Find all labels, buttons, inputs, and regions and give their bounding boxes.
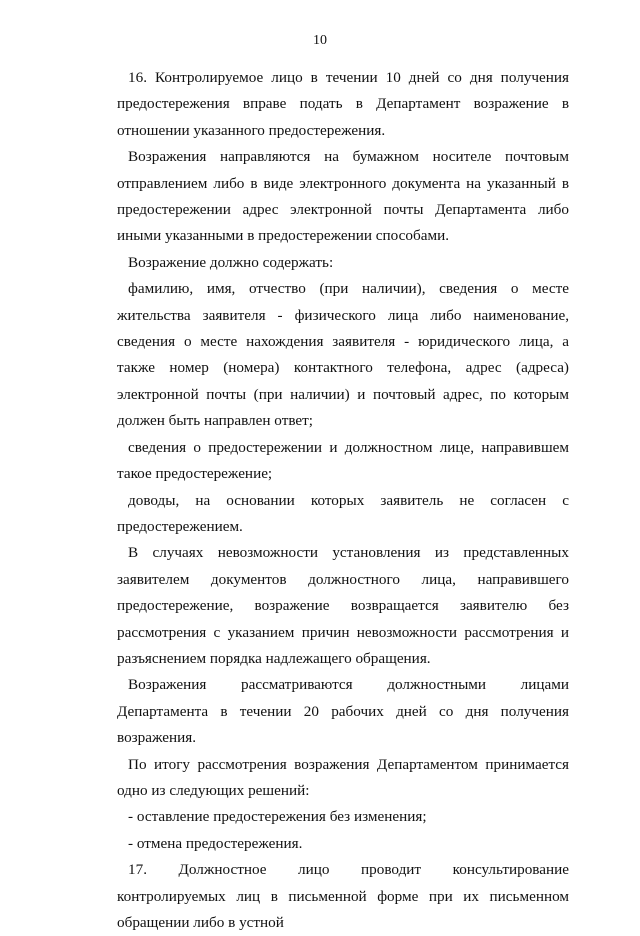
paragraph-arguments: доводы, на основании которых заявитель не согласен с предостережением. [117, 491, 569, 535]
page-number: 10 [313, 33, 327, 48]
list-item-keep-warning: - оставление предостережения без изменения; [128, 808, 427, 826]
paragraph-review-period: Возражения рассматриваются должностными лицами Департамента в течении 20 рабочих дней со дня получения возражения. [117, 676, 569, 747]
paragraph-decision-intro: По итогу рассмотрения возражения Департаментом принимается одно из следующих решений: [117, 755, 569, 799]
paragraph-return-without-review: В случаях невозможности установления из представленных заявителем документов должностного лица, направившего предостережение, возражение возвращается заявителю без рассмотрения с указанием причин невозможности рассмотрения и разъяснением порядка надлежащего обращения. [117, 544, 569, 667]
paragraph-objection-deadline: 16. Контролируемое лицо в течении 10 дней со дня получения предостережения вправе подать в Департамент возражение в отношении указанного предостережения. [117, 69, 569, 139]
paragraph-consultation: 17. Должностное лицо проводит консультирование контролируемых лиц в письменной форме при их письменном обращении либо в устной [117, 861, 569, 931]
document-body [117, 65, 569, 936]
paragraph-objection-contents-intro: Возражение должно содержать: [128, 253, 334, 271]
paragraph-warning-details: сведения о предостережении и должностном лице, направившем такое предостережение; [117, 438, 569, 483]
paragraph-objection-delivery: Возражения направляются на бумажном носителе почтовым отправлением либо в виде электронного документа на указанный в предостережении адрес электронной почты Департамента либо иными указанными в предостережении способами. [117, 148, 569, 245]
list-item-cancel-warning: - отмена предостережения. [128, 834, 303, 852]
paragraph-applicant-details: фамилию, имя, отчество (при наличии), сведения о месте жительства заявителя - физического лица либо наименование, сведения о месте нахождения заявителя - юридического лица, а также номер (номера) контактного телефона, адрес (адреса) электронной почты (при наличии) и почтовый адрес, по которым должен быть направлен ответ; [117, 280, 569, 430]
